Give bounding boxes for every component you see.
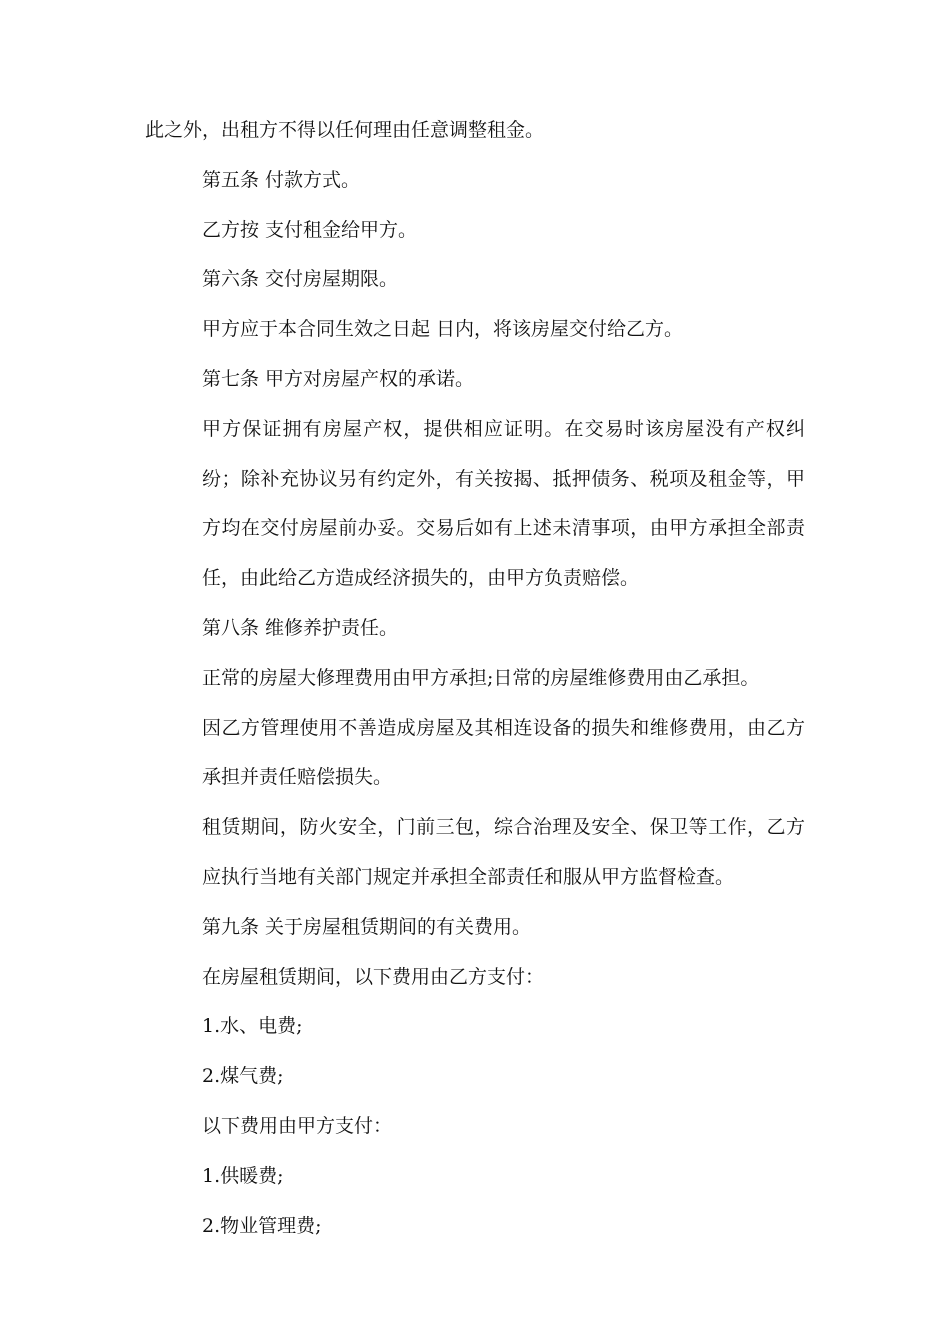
paragraph-property-guarantee: 甲方保证拥有房屋产权，提供相应证明。在交易时该房屋没有产权纠纷；除补充协议另有约定外，有关按揭、抵押债务、税项及租金等，甲方均在交付房屋前办妥。交易后如有上述未清事项，由甲方承担全部责任，由此给乙方造成经济损失的，由甲方负责赔偿。 [202, 417, 805, 590]
paragraph-tenant-fees: 在房屋租赁期间，以下费用由乙方支付： [202, 965, 545, 988]
paragraph-landlord-fees: 以下费用由甲方支付： [202, 1114, 393, 1137]
article-7-heading: 第七条 甲方对房屋产权的承诺。 [202, 367, 475, 390]
article-6-heading: 第六条 交付房屋期限。 [202, 268, 399, 291]
article-9-heading: 第九条 关于房屋租赁期间的有关费用。 [202, 915, 532, 938]
list-item-gas: 2.煤气费; [202, 1065, 284, 1088]
paragraph-damage-liability: 因乙方管理使用不善造成房屋及其相连设备的损失和维修费用，由乙方承担并责任赔偿损失。 [202, 716, 805, 789]
article-5-heading: 第五条 付款方式。 [202, 168, 361, 191]
paragraph-rent-adjustment: 此之外，出租方不得以任何理由任意调整租金。 [145, 119, 545, 141]
paragraph-repair-costs: 正常的房屋大修理费用由甲方承担;日常的房屋维修费用由乙承担。 [202, 666, 760, 689]
contract-text [145, 106, 805, 1251]
list-item-utilities: 1.水、电费; [202, 1015, 303, 1038]
article-8-heading: 第八条 维修养护责任。 [202, 616, 399, 639]
paragraph-safety-duties: 租赁期间，防火安全，门前三包，综合治理及安全、保卫等工作，乙方应执行当地有关部门规定并承担全部责任和服从甲方监督检查。 [202, 816, 805, 888]
paragraph-delivery: 甲方应于本合同生效之日起 日内，将该房屋交付给乙方。 [202, 318, 684, 341]
list-item-heating: 1.供暖费; [202, 1164, 284, 1187]
paragraph-payment: 乙方按 支付租金给甲方。 [202, 218, 418, 241]
list-item-property-management: 2.物业管理费; [202, 1214, 322, 1237]
